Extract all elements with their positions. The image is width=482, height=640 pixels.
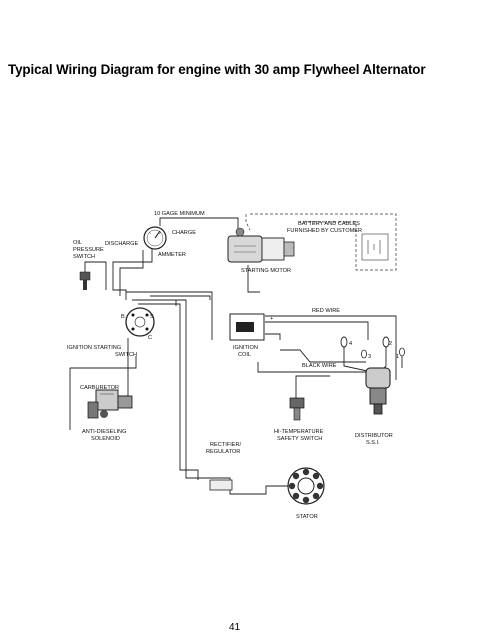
label-plug-2: 2 <box>389 341 393 347</box>
label-terminal-s: S <box>150 314 154 320</box>
label-battery-1: BATTERY AND CABLES <box>298 221 360 227</box>
label-red-wire: RED WIRE <box>312 308 340 314</box>
label-hi-temp-2: SAFETY SWITCH <box>277 436 323 442</box>
ignition-coil-icon <box>230 314 264 340</box>
label-oil-1: OIL <box>73 240 83 246</box>
label-discharge: DISCHARGE <box>105 241 139 247</box>
carburetor-icon <box>88 390 132 418</box>
label-ignition-coil-1: IGNITION <box>233 345 258 351</box>
label-distributor-1: DISTRIBUTOR <box>355 433 393 439</box>
label-ammeter: AMMETER <box>158 252 186 258</box>
starting-motor-icon <box>228 228 294 262</box>
ignition-switch-icon <box>126 308 154 336</box>
label-carburetor: CARBURETOR <box>80 385 120 391</box>
label-plug-1: 1 <box>396 354 400 360</box>
label-distributor-2: S.S.I. <box>366 440 380 446</box>
label-charge: CHARGE <box>172 230 196 236</box>
label-plug-4: 4 <box>349 341 353 347</box>
label-black-wire: BLACK WIRE <box>302 363 337 369</box>
rectifier-regulator-icon <box>210 480 232 490</box>
label-gage: 10 GAGE MINIMUM <box>154 211 205 217</box>
label-rectifier-1: RECTIFIER/ <box>210 442 242 448</box>
distributor-icon <box>366 368 390 414</box>
battery-icon <box>362 234 388 260</box>
oil-pressure-switch-icon <box>80 272 90 290</box>
page-number: 41 <box>229 622 241 633</box>
label-ignition-switch-2: SWITCH <box>115 352 138 358</box>
label-anti-dieseling-2: SOLENOID <box>91 436 120 442</box>
hi-temp-switch-icon <box>290 398 304 420</box>
label-plus: + <box>270 316 274 322</box>
label-oil-3: SWITCH <box>73 254 96 260</box>
label-starting-motor: STARTING MOTOR <box>241 268 292 274</box>
label-anti-dieseling-1: ANTI-DIESELING <box>82 429 127 435</box>
stator-icon <box>288 468 324 504</box>
label-ignition-coil-2: COIL <box>238 352 252 358</box>
label-plug-3: 3 <box>368 354 372 360</box>
label-battery-2: FURNISHED BY CUSTOMER <box>287 228 363 234</box>
label-terminal-b: B <box>121 314 125 320</box>
label-oil-2: PRESSURE <box>73 247 104 253</box>
label-terminal-c: C <box>148 335 153 341</box>
page-title: Typical Wiring Diagram for engine with 30 amp Flywheel Alternator <box>8 62 426 77</box>
label-ignition-switch-1: IGNITION STARTING <box>67 345 122 351</box>
label-hi-temp-1: HI-TEMPERATURE <box>274 429 324 435</box>
label-stator: STATOR <box>296 514 318 520</box>
ammeter-gauge <box>144 227 166 249</box>
label-rectifier-2: REGULATOR <box>206 449 241 455</box>
